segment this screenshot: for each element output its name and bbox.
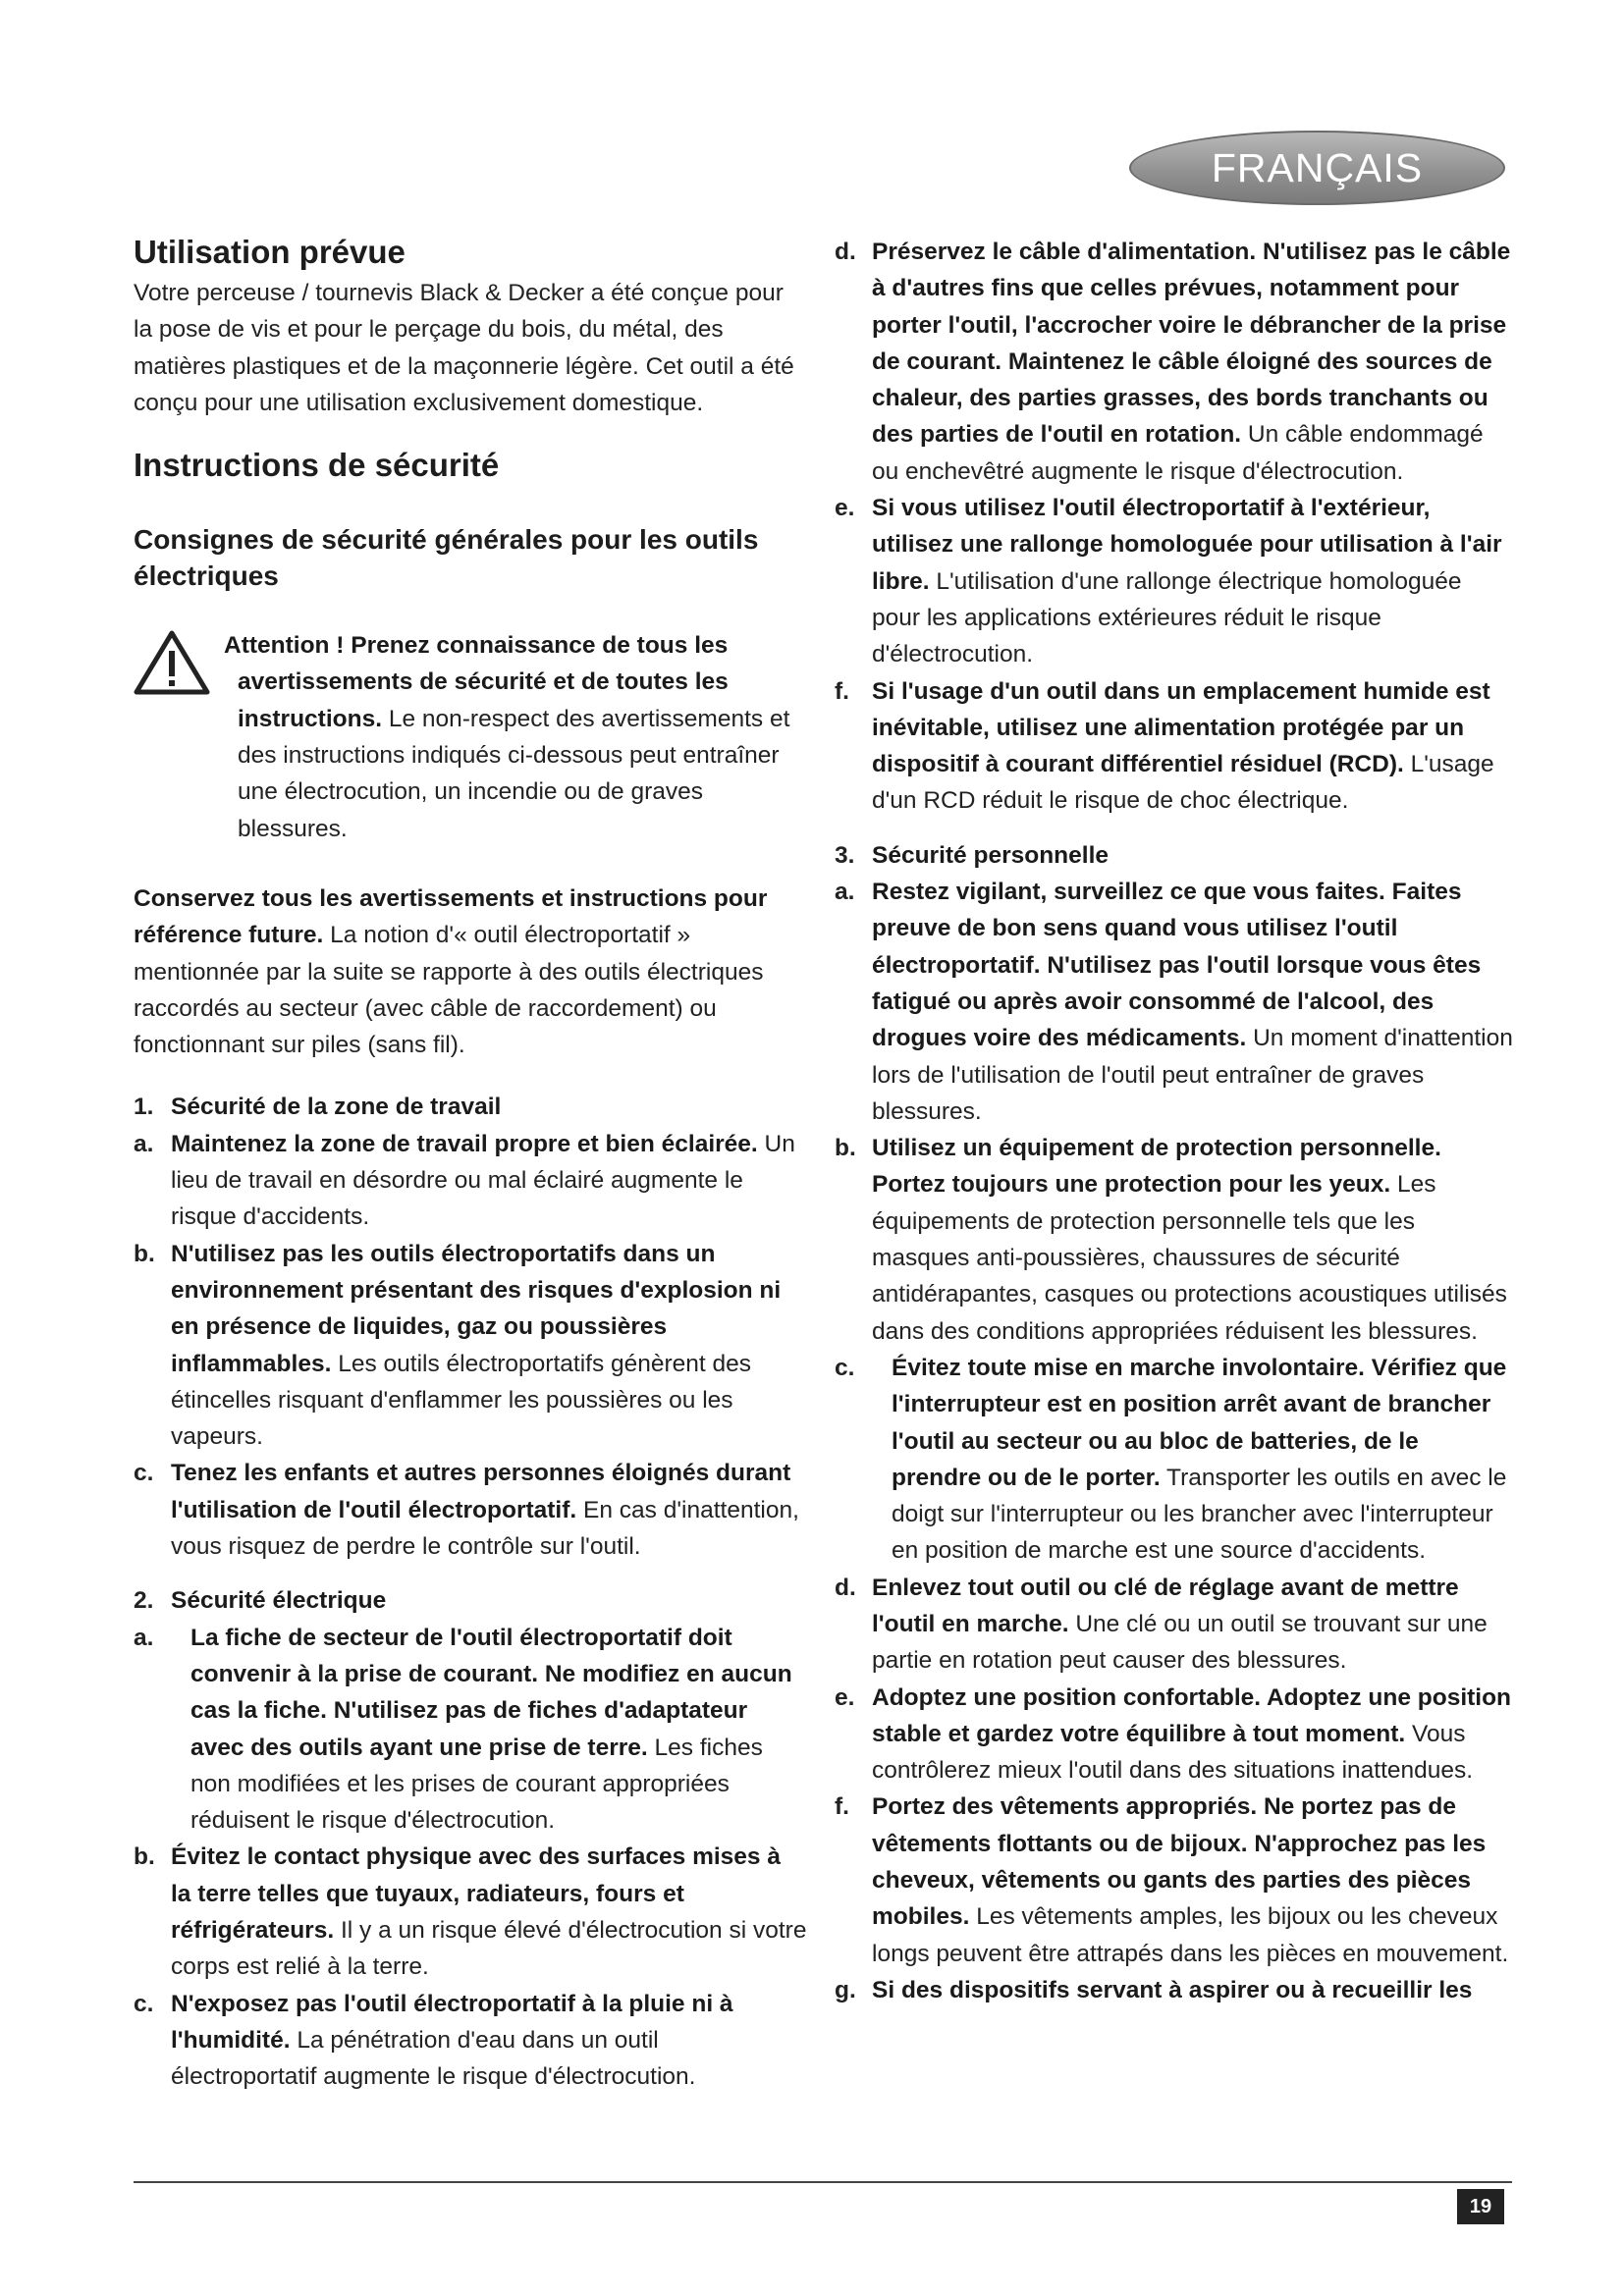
list-item: a. Restez vigilant, surveillez ce que vous faites. Faites preuve de bon sens quand vous utilisez l'outil électroportatif. N'utilisez pas l'outil lorsque vous êtes fatigué ou après avoir consommé de l'alcool, des drogues voire des médicaments. Un moment d'inattention lors de l'utilisation de l'outil peut entraîner de graves blessures. — [835, 879, 1513, 1125]
section-3-heading: 3. Sécurité personnelle — [835, 841, 1110, 869]
general-safety-heading: Consignes de sécurité générales pour les outils électriques — [134, 524, 759, 592]
list-item: f. Si l'usage d'un outil dans un emplacement humide est inévitable, utilisez une alimentation protégée par un dispositif à courant différentiel résiduel (RCD). L'usage d'un RCD réduit le risque de choc électrique. — [835, 677, 1494, 815]
warning-triangle-icon — [134, 629, 210, 696]
section-2-heading: 2. Sécurité électrique — [134, 1587, 387, 1615]
warning-block — [134, 627, 807, 847]
list-item: c. Tenez les enfants et autres personnes éloignés durant l'utilisation de l'outil électroportatif. En cas d'inattention, vous risquez de perdre le contrôle sur l'outil. — [134, 1460, 799, 1561]
keep-instructions: Conservez tous les avertissements et instructions pour référence future. La notion d'« outil électroportatif » mentionnée par la suite se rapporte à des outils électriques raccordés au secteur (avec câble de raccordement) ou fonctionnant sur piles (sans fil). — [134, 884, 768, 1059]
list-item: c. N'exposez pas l'outil électroportatif à la pluie ni à l'humidité. La pénétration d'eau dans un outil électroportatif augmente le risque d'électrocution. — [134, 1990, 733, 2091]
warning-text: Le non-respect des avertissements et des instructions indiqués ci-dessous peut entraîner une électrocution, un incendie ou de graves blessures. — [238, 705, 790, 842]
list-item: e. Si vous utilisez l'outil électroportatif à l'extérieur, utilisez une rallonge homologuée pour utilisation à l'air libre. L'utilisation d'une rallonge électrique homologuée pour les applications extérieures réduit le risque d'électrocution. — [835, 495, 1502, 668]
list-item: g. Si des dispositifs servant à aspirer ou à recueillir les — [835, 1976, 1473, 2003]
warning-bold-1: Attention ! Prenez connaissance de tous les — [224, 632, 729, 660]
list-item: a. La fiche de secteur de l'outil électroportatif doit convenir à la prise de courant. Ne modifiez en aucun cas la fiche. N'utilisez pas de fiches d'adaptateur avec des outils ayant une prise de terre. Les fiches non modifiées et les prises de courant appropriées réduisent le risque d'électrocution. — [134, 1624, 792, 1835]
intended-use-text: Votre perceuse / tournevis Black & Decker a été conçue pour la pose de vis et pour le perçage du bois, du métal, des matières plastiques et de la maçonnerie légère. Cet outil a été conçu pour une utilisation exclusivement domestique. — [134, 280, 794, 416]
list-item: e. Adoptez une position confortable. Adoptez une position stable et gardez votre équilibre à tout moment. Vous contrôlerez mieux l'outil dans des situations inattendues. — [835, 1683, 1512, 1785]
section-1-heading: 1. Sécurité de la zone de travail — [134, 1094, 502, 1121]
intended-use-heading: Utilisation prévue — [134, 234, 406, 270]
footer-rule — [134, 2181, 1512, 2183]
list-item: b. N'utilisez pas les outils électroportatifs dans un environnement présentant des risques d'explosion ni en présence de liquides, gaz ou poussières inflammables. Les outils électroportatifs génèrent des étincelles risquant d'enflammer les poussières ou les vapeurs. — [134, 1240, 782, 1451]
left-column — [134, 234, 807, 2095]
list-item: a. Maintenez la zone de travail propre et bien éclairée. Un lieu de travail en désordre ou mal éclairé augmente le risque d'accidents. — [134, 1130, 795, 1231]
list-item: b. Utilisez un équipement de protection personnelle. Portez toujours une protection pour les yeux. Les équipements de protection personnelle tels que les masques anti-poussières, chaussures de sécurité antidérapantes, casques ou protections acoustiques utilisés dans des conditions appropriées réduisent les blessures. — [835, 1135, 1507, 1345]
list-item: c. Évitez toute mise en marche involontaire. Vérifiez que l'interrupteur est en position arrêt avant de brancher l'outil au secteur ou au bloc de batteries, de le prendre ou de le porter. Transporter les outils en avec le doigt sur l'interrupteur ou les brancher avec l'interrupteur en position de marche est une source d'accidents. — [835, 1354, 1507, 1565]
list-item: d. Préservez le câble d'alimentation. N'utilisez pas le câble à d'autres fins que celles prévues, notamment pour porter l'outil, l'accrocher voire le débrancher de la prise de courant. Maintenez le câble éloigné des sources de chaleur, des parties grasses, des bords tranchants ou des parties de l'outil en rotation. Un câble endommagé ou enchevêtré augmente le risque d'électrocution. — [835, 239, 1511, 485]
list-item: d. Enlevez tout outil ou clé de réglage avant de mettre l'outil en marche. Une clé ou un outil se trouvant sur une partie en rotation peut causer des blessures. — [835, 1574, 1488, 1675]
right-column — [835, 234, 1514, 2008]
safety-heading: Instructions de sécurité — [134, 447, 500, 484]
list-item: b. Évitez le contact physique avec des surfaces mises à la terre telles que tuyaux, radiateurs, fours et réfrigérateurs. Il y a un risque élevé d'électrocution si votre corps est relié à la terre. — [134, 1843, 807, 1981]
warning-bold-2: avertissements de sécurité et de toutes les instructions. — [238, 668, 729, 732]
page-number: 19 — [1457, 2189, 1504, 2224]
language-badge: FRANÇAIS — [1129, 131, 1505, 205]
list-item: f. Portez des vêtements appropriés. Ne portez pas de vêtements flottants ou de bijoux. N'approchez pas les cheveux, vêtements ou gants des parties des pièces mobiles. Les vêtements amples, les bijoux ou les cheveux longs peuvent être attrapés dans les pièces en mouvement. — [835, 1793, 1509, 1967]
